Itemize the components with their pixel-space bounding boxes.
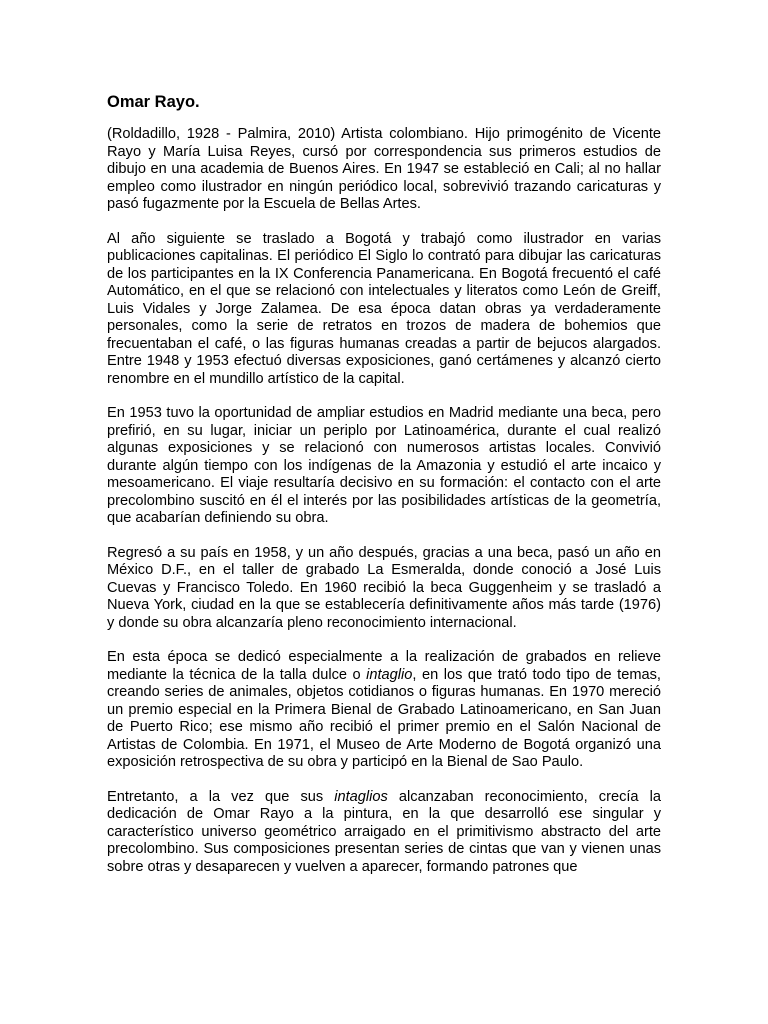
paragraph-5	[107, 649, 661, 772]
paragraph-3: En 1953 tuvo la oportunidad de ampliar estudios en Madrid mediante una beca, pero prefirió, en su lugar, iniciar un periplo por Latinoamérica, durante el cual realizó algunas exposiciones y se relacionó con numerosos artistas locales. Convivió durante algún tiempo con los indígenas de la Amazonia y estudió el arte incaico y mesoamericano. El viaje resultaría decisivo en su formación: el contacto con el arte precolombino suscitó en él el interés por las posibilidades artísticas de la geometría, que acabarían definiendo su obra.	[107, 405, 661, 526]
document-title: Omar Rayo.	[107, 93, 200, 111]
paragraph-5-italic-term: intaglio	[366, 666, 413, 683]
document-body	[107, 92, 661, 893]
paragraph-2: Al año siguiente se traslado a Bogotá y trabajó como ilustrador en varias publicaciones capitalinas. El periódico El Siglo lo contrató para dibujar las caricaturas de los participantes en la IX Conferencia Panamericana. En Bogotá frecuentó el café Automático, en el que se relacionó con intelectuales y literatos como León de Greiff, Luis Vidales y Jorge Zalamea. De esa época datan obras ya verdaderamente personales, como la serie de retratos en trozos de madera de bohemios que frecuentaban el café, o las figuras humanas creadas a partir de bejucos alargados. Entre 1948 y 1953 efectuó diversas exposiciones, ganó certámenes y alcanzó cierto renombre en el mundillo artístico de la capital.	[107, 230, 661, 387]
paragraph-1: (Roldadillo, 1928 - Palmira, 2010) Artista colombiano. Hijo primogénito de Vicente Rayo y María Luisa Reyes, cursó por correspondencia sus primeros estudios de dibujo en una academia de Buenos Aires. En 1947 se estableció en Cali; al no hallar empleo como ilustrador en ningún periódico local, sobrevivió trazando caricaturas y pasó fugazmente por la Escuela de Bellas Artes.	[107, 126, 661, 212]
paragraph-6-italic-term: intaglios	[334, 788, 388, 805]
paragraph-6-text-before: Entretanto, a la vez que sus	[107, 788, 335, 805]
paragraph-5-text-after: , en los que trató todo tipo de temas, creando series de animales, objetos cotidianos o figuras humanas. En 1970 mereció un premio especial en la Primera Bienal de Grabado Latinoamericano, en San Juan de Puerto Rico; ese mismo año recibió el primer premio en el Salón Nacional de Artistas de Colombia. En 1971, el Museo de Arte Moderno de Bogotá organizó una exposición retrospectiva de su obra y participó en la Bienal de Sao Paulo.	[107, 666, 661, 770]
paragraph-4: Regresó a su país en 1958, y un año después, gracias a una beca, pasó un año en México D.F., en el taller de grabado La Esmeralda, donde conoció a José Luis Cuevas y Francisco Toledo. En 1960 recibió la beca Guggenheim y se trasladó a Nueva York, ciudad en la que se establecería definitivamente años más tarde (1976) y donde su obra alcanzaría pleno reconocimiento internacional.	[107, 544, 661, 631]
paragraph-6-text-after: alcanzaban reconocimiento, crecía la dedicación de Omar Rayo a la pintura, en la que desarrolló ese singular y característico universo geométrico arraigado en el primitivismo abstracto del arte precolombino. Sus composiciones presentan series de cintas que van y vienen unas sobre otras y desaparecen y vuelven a aparecer, formando patrones que	[107, 788, 661, 875]
paragraph-5-text-before: En esta época se dedicó especialmente a la realización de grabados en relieve mediante la técnica de la talla dulce o	[107, 649, 661, 683]
paragraph-6	[107, 789, 661, 877]
